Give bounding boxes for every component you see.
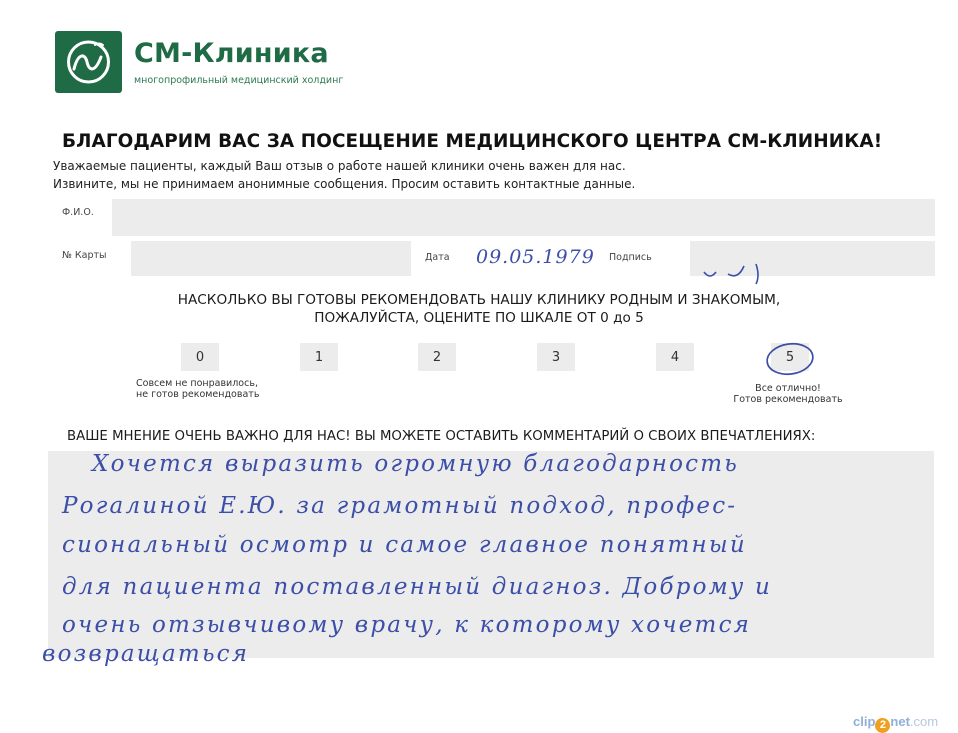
high-score-note: Все отлично! Готов рекомендовать — [733, 383, 843, 405]
comment-line-5: очень отзывчивому врачу, к которому хочется — [62, 612, 752, 638]
low-score-note: Совсем не понравилось, не готов рекомендовать — [136, 378, 260, 400]
score-option-0[interactable]: 0 — [181, 343, 219, 371]
page-title: БЛАГОДАРИМ ВАС ЗА ПОСЕЩЕНИЕ МЕДИЦИНСКОГО ЦЕНТРА СМ-КЛИНИКА! — [62, 131, 883, 152]
snake-logo-icon — [55, 31, 122, 93]
comment-line-6: возвращаться — [42, 641, 250, 667]
intro-line-1: Уважаемые пациенты, каждый Ваш отзыв о работе нашей клиники очень важен для нас. — [53, 159, 626, 173]
comment-line-3: сиональный осмотр и самое главное понятный — [62, 532, 747, 558]
card-number-field[interactable] — [131, 241, 411, 276]
rating-question-line-2: ПОЖАЛУЙСТА, ОЦЕНИТЕ ПО ШКАЛЕ ОТ 0 до 5 — [314, 310, 644, 326]
signature-label: Подпись — [609, 252, 652, 263]
score-option-2[interactable]: 2 — [418, 343, 456, 371]
clinic-logo — [55, 31, 122, 93]
comment-line-2: Рогалиной Е.Ю. за грамотный подход, профес- — [62, 493, 738, 519]
card-label: № Карты — [62, 250, 107, 261]
fio-field[interactable] — [112, 199, 935, 236]
score-option-4[interactable]: 4 — [656, 343, 694, 371]
score-option-1[interactable]: 1 — [300, 343, 338, 371]
brand-subtitle: многопрофильный медицинский холдинг — [134, 75, 344, 86]
comment-line-1: Хочется выразить огромную благодарность — [92, 451, 739, 477]
rating-question-line-1: НАСКОЛЬКО ВЫ ГОТОВЫ РЕКОМЕНДОВАТЬ НАШУ КЛИНИКУ РОДНЫМ И ЗНАКОМЫМ, — [177, 292, 781, 308]
signature-scribble-icon — [700, 260, 770, 286]
intro-line-2: Извините, мы не принимаем анонимные сообщения. Просим оставить контактные данные. — [53, 177, 636, 191]
comment-line-4: для пациента поставленный диагноз. Доброму и — [62, 574, 772, 600]
fio-label: Ф.И.О. — [62, 207, 94, 218]
brand-name: СМ-Клиника — [134, 38, 329, 69]
score-option-3[interactable]: 3 — [537, 343, 575, 371]
clip2net-watermark: clip 2 net.com — [853, 714, 939, 731]
selected-score-circle-icon — [762, 340, 818, 378]
date-value[interactable]: 09.05.1979 — [476, 246, 595, 268]
comment-heading: ВАШЕ МНЕНИЕ ОЧЕНЬ ВАЖНО ДЛЯ НАС! ВЫ МОЖЕТЕ ОСТАВИТЬ КОММЕНТАРИЙ О СВОИХ ВПЕЧАТЛЕНИЯХ: — [67, 429, 816, 444]
date-label: Дата — [425, 252, 450, 263]
score-option-5[interactable]: 5 — [771, 343, 809, 371]
